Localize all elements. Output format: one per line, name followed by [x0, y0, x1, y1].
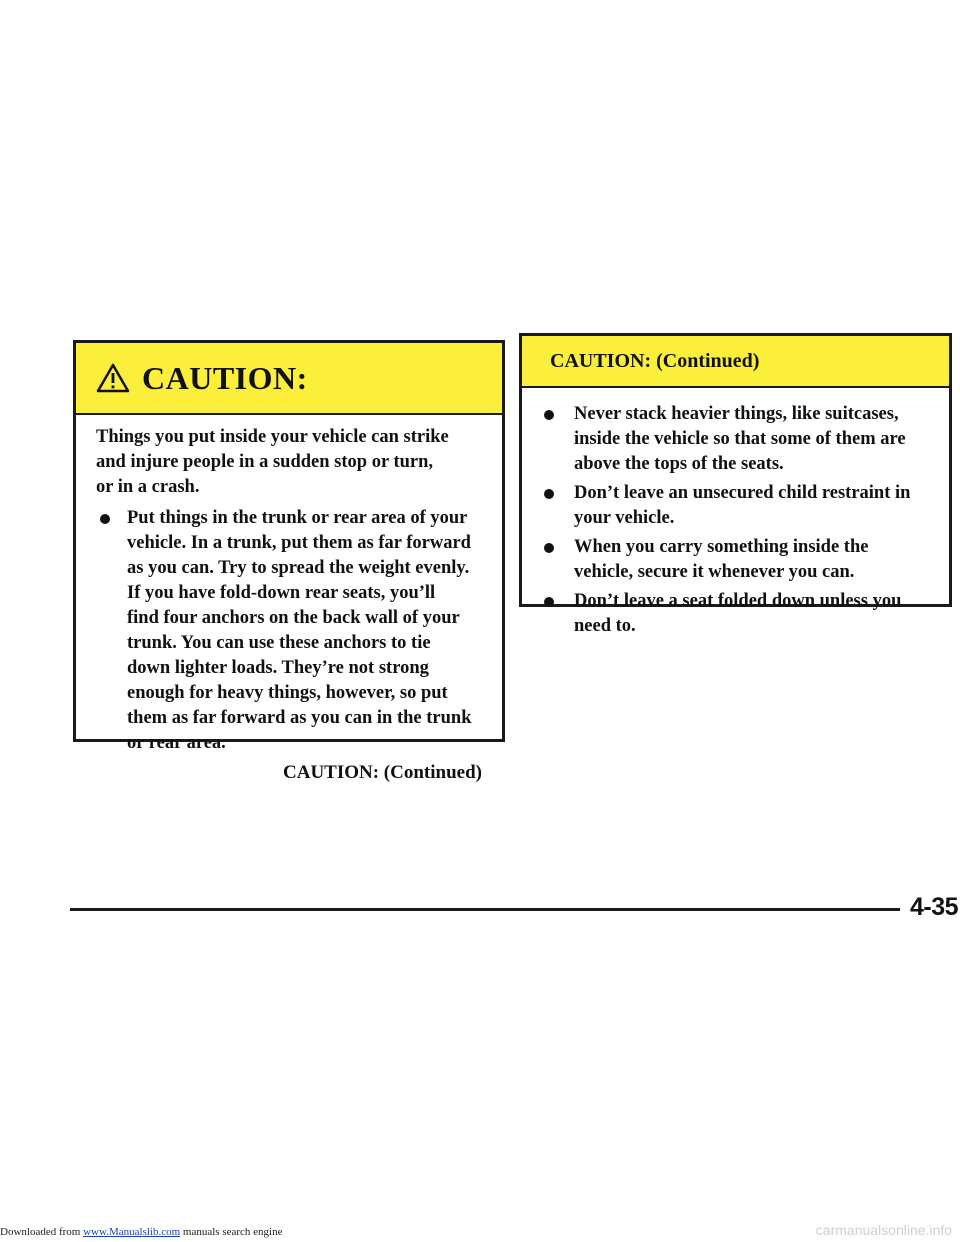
text-line: above the tops of the seats.	[574, 454, 784, 474]
text-line: When you carry something inside the	[574, 537, 869, 557]
bullet-item	[96, 506, 488, 756]
caution-continued-label: CAUTION: (Continued)	[283, 762, 482, 783]
caution-box-left	[73, 340, 505, 783]
text-line: need to.	[574, 616, 636, 636]
text-line: or in a crash.	[96, 477, 200, 497]
bullet-dot-icon	[544, 597, 554, 607]
warning-triangle-icon	[96, 363, 130, 393]
footer-suffix: manuals search engine	[180, 1226, 283, 1238]
caution-intro	[96, 425, 488, 500]
text-line: and injure people in a sudden stop or turn,	[96, 452, 434, 472]
text-line: vehicle, secure it whenever you can.	[574, 562, 855, 582]
caution-header	[76, 343, 502, 415]
download-footer	[0, 1226, 282, 1238]
text-line: trunk. You can use these anchors to tie	[127, 633, 431, 653]
bullet-dot-icon	[544, 543, 554, 553]
text-line: find four anchors on the back wall of your	[127, 608, 460, 628]
text-line: Don’t leave a seat folded down unless you	[574, 591, 902, 611]
footer-prefix: Downloaded from	[0, 1226, 84, 1238]
bullet-list	[96, 506, 488, 756]
text-line: or rear area.	[127, 733, 226, 753]
text-line: enough for heavy things, however, so put	[127, 683, 448, 703]
caution-title: CAUTION:	[142, 359, 308, 396]
manualslib-link[interactable]: www.Manualslib.com	[83, 1226, 181, 1238]
text-line: them as far forward as you can in the trunk	[127, 708, 472, 728]
text-line: your vehicle.	[574, 508, 675, 528]
text-line: down lighter loads. They’re not strong	[127, 658, 429, 678]
bullet-list	[540, 402, 937, 639]
caution-body	[522, 388, 949, 639]
text-line: as you can. Try to spread the weight evenly.	[127, 558, 470, 578]
bullet-dot-icon	[544, 489, 554, 499]
bullet-dot-icon	[100, 514, 110, 524]
watermark: carmanualsonline.info	[815, 1222, 952, 1238]
text-line: Things you put inside your vehicle can strike	[96, 427, 449, 447]
caution-box-right	[519, 333, 952, 636]
caution-header	[522, 336, 949, 388]
bullet-item	[540, 535, 937, 585]
bullet-item	[540, 402, 937, 477]
bullet-dot-icon	[544, 410, 554, 420]
text-line: Don’t leave an unsecured child restraint in	[574, 483, 911, 503]
bullet-item	[540, 589, 937, 639]
text-line: inside the vehicle so that some of them are	[574, 429, 906, 449]
page-number: 4-35	[910, 893, 959, 921]
footer-rule	[70, 908, 900, 911]
text-line: Never stack heavier things, like suitcases,	[574, 404, 899, 424]
text-line: Put things in the trunk or rear area of your	[127, 508, 468, 528]
text-line: If you have fold-down rear seats, you’ll	[127, 583, 436, 603]
bullet-item	[540, 481, 937, 531]
caution-body	[76, 415, 502, 785]
text-line: vehicle. In a trunk, put them as far forward	[127, 533, 471, 553]
caution-title: CAUTION: (Continued)	[550, 349, 760, 372]
